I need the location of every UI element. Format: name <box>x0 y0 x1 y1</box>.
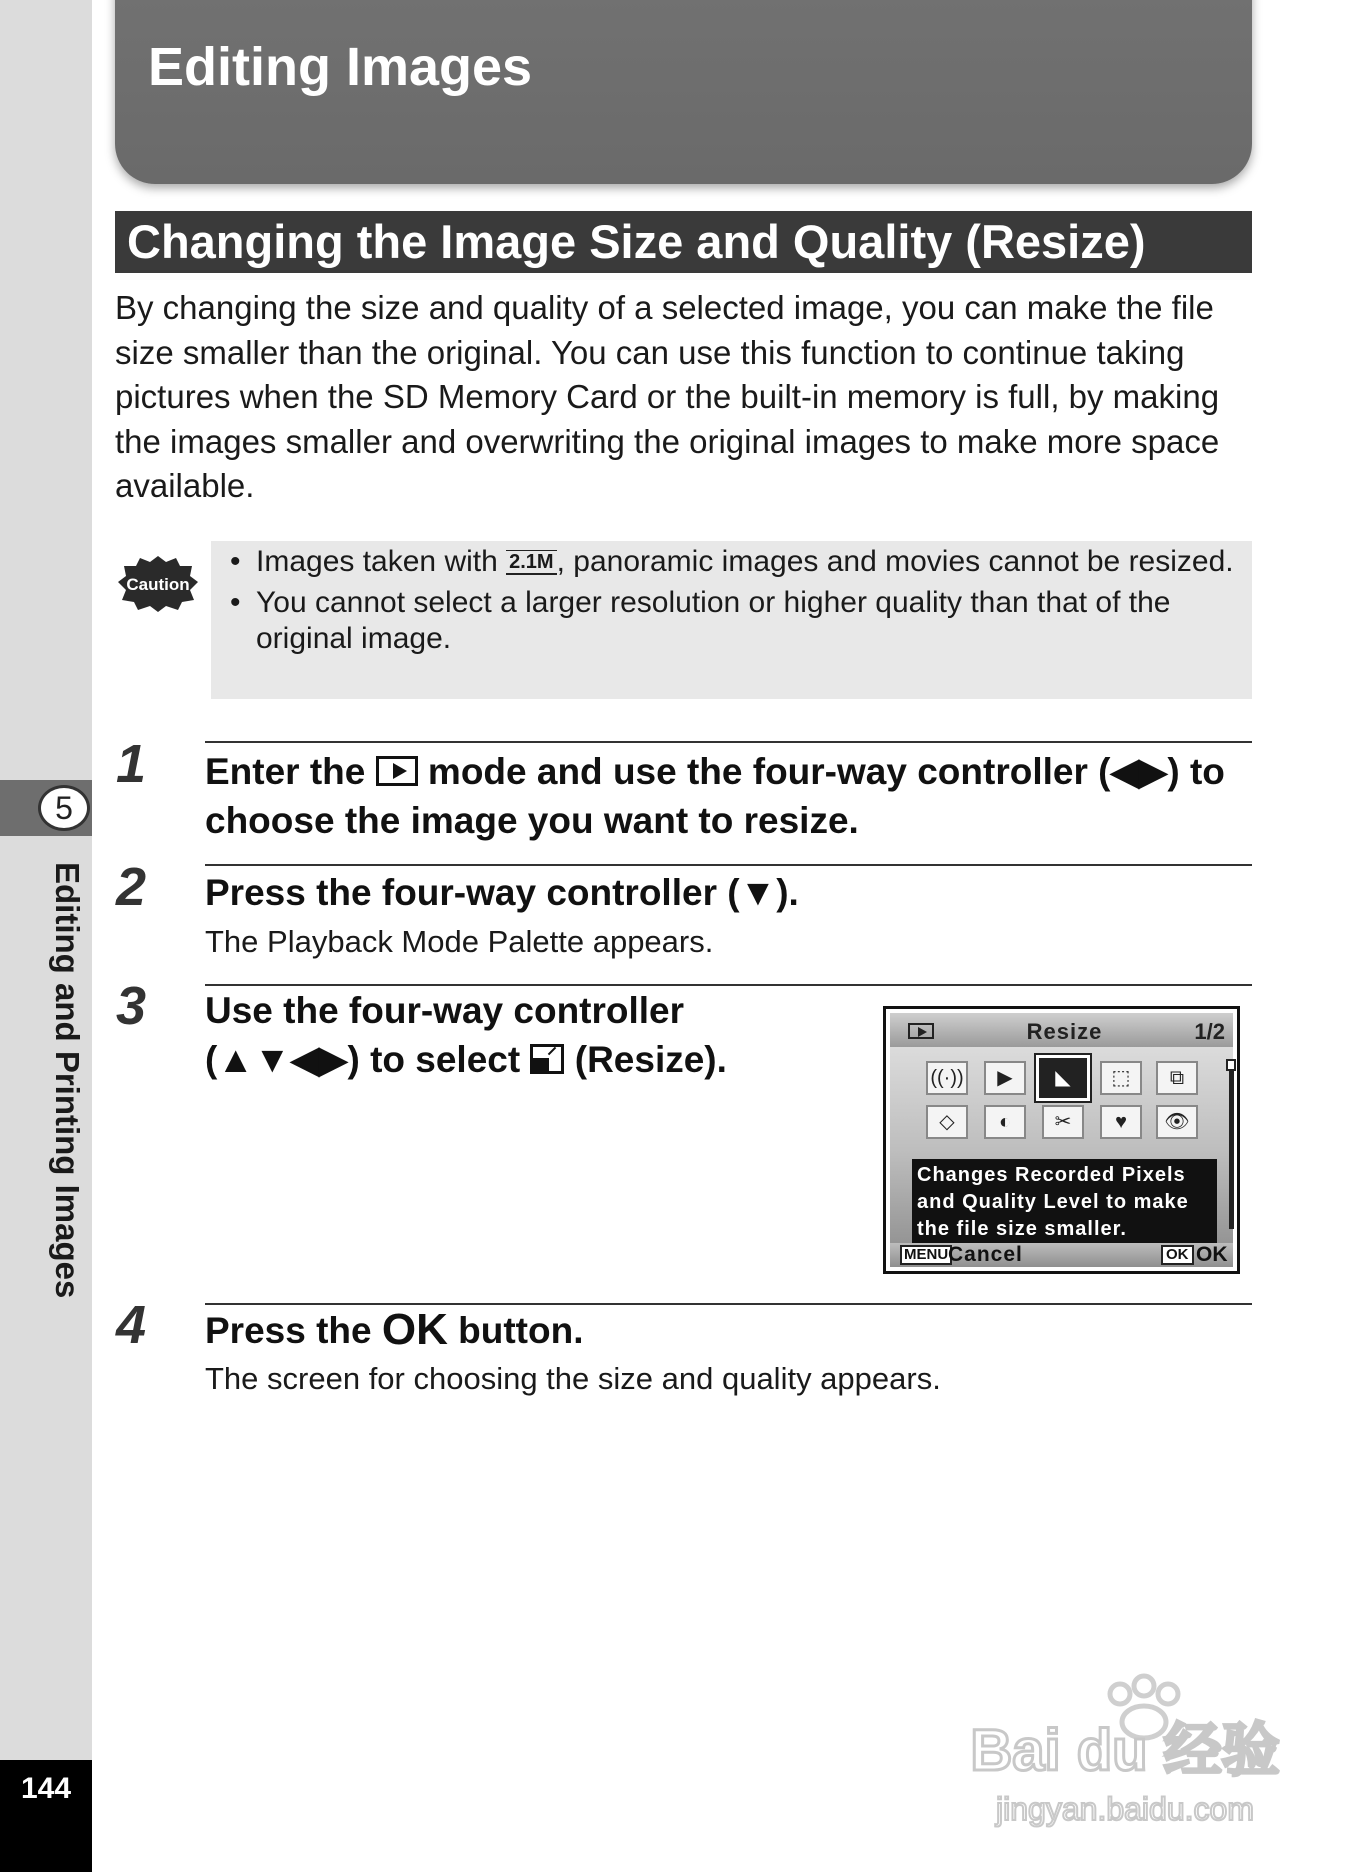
step-divider <box>205 741 1252 743</box>
camera-screen <box>883 1006 1240 1274</box>
movie-edit-icon: ✂ <box>1042 1105 1084 1139</box>
watermark-brand: Bai du 经验 <box>970 1718 1280 1783</box>
caution-item: • You cannot select a larger resolution or higher quality than that of the original image. <box>226 585 1246 657</box>
step-1-number: 1 <box>116 734 147 794</box>
frame-icon: ♥ <box>1100 1105 1142 1139</box>
sound-memo-icon: ((·)) <box>926 1061 968 1095</box>
resolution-2m-icon: 2.1M <box>506 550 556 575</box>
cropping-icon: ⬚ <box>1100 1061 1142 1095</box>
camera-scroll-thumb <box>1226 1059 1236 1071</box>
ok-key-icon: OK <box>1161 1245 1194 1265</box>
caution-icon <box>116 554 200 612</box>
resize-icon <box>530 1044 564 1074</box>
ok-button-glyph: OK <box>381 1305 448 1354</box>
camera-scrollbar <box>1229 1059 1234 1229</box>
chapter-title: Editing and Printing Images <box>49 862 86 1299</box>
page-title: Editing Images <box>148 37 533 97</box>
watermark-url: jingyan.baidu.com <box>996 1791 1254 1827</box>
rotate-icon: ◇ <box>926 1105 968 1139</box>
chapter-number: 5 <box>38 785 90 831</box>
section-title: Changing the Image Size and Quality (Resize) <box>127 215 1146 268</box>
digital-filter-icon: ◐ <box>984 1105 1026 1139</box>
camera-page-indicator: 1/2 <box>1194 1019 1225 1044</box>
red-eye-icon: 👁 <box>1156 1105 1198 1139</box>
step-3-number: 3 <box>116 976 147 1036</box>
slideshow-icon: ▶ <box>984 1061 1026 1095</box>
caution-icon-label: Caution <box>126 575 190 594</box>
camera-help-message: Changes Recorded Pixels and Quality Level to make the file size smaller. <box>912 1159 1217 1243</box>
image-copy-icon: ⧉ <box>1156 1061 1198 1095</box>
step-2-number: 2 <box>116 857 147 917</box>
step-4-title: Press the OK button. <box>205 1305 584 1354</box>
camera-ok-label: OK <box>1196 1243 1228 1266</box>
menu-key-icon: MENU <box>900 1245 952 1265</box>
intro-paragraph: By changing the size and quality of a selected image, you can make the file size smaller than the original. You can use this function to continue taking pictures when the SD Memory Card or the built-in memory is full, by making the images smaller and overwriting the original images to make more space available. <box>115 289 1220 504</box>
step-3-title: Use the four-way controller (▲▼◀▶) to select (Resize). <box>205 990 727 1080</box>
camera-cancel-label: Cancel <box>948 1243 1023 1266</box>
playback-mode-icon <box>376 756 418 786</box>
step-1-title: Enter the mode and use the four-way controller (◀▶) to choose the image you want to resize. <box>205 751 1225 841</box>
step-2-title: Press the four-way controller (▼). <box>205 872 799 913</box>
baidu-watermark <box>960 1660 1290 1840</box>
caution-item: • Images taken with 2.1M , panoramic images and movies cannot be resized. <box>226 544 1246 580</box>
step-divider <box>205 864 1252 866</box>
step-4-description: The screen for choosing the size and quality appears. <box>205 1361 941 1396</box>
step-4-number: 4 <box>116 1295 147 1355</box>
resize-icon-selected: ◣ <box>1036 1055 1090 1101</box>
page-number: 144 <box>20 1772 72 1805</box>
step-2-description: The Playback Mode Palette appears. <box>205 924 714 959</box>
camera-menu-title: Resize <box>1026 1019 1103 1044</box>
caution-list <box>226 544 1246 662</box>
